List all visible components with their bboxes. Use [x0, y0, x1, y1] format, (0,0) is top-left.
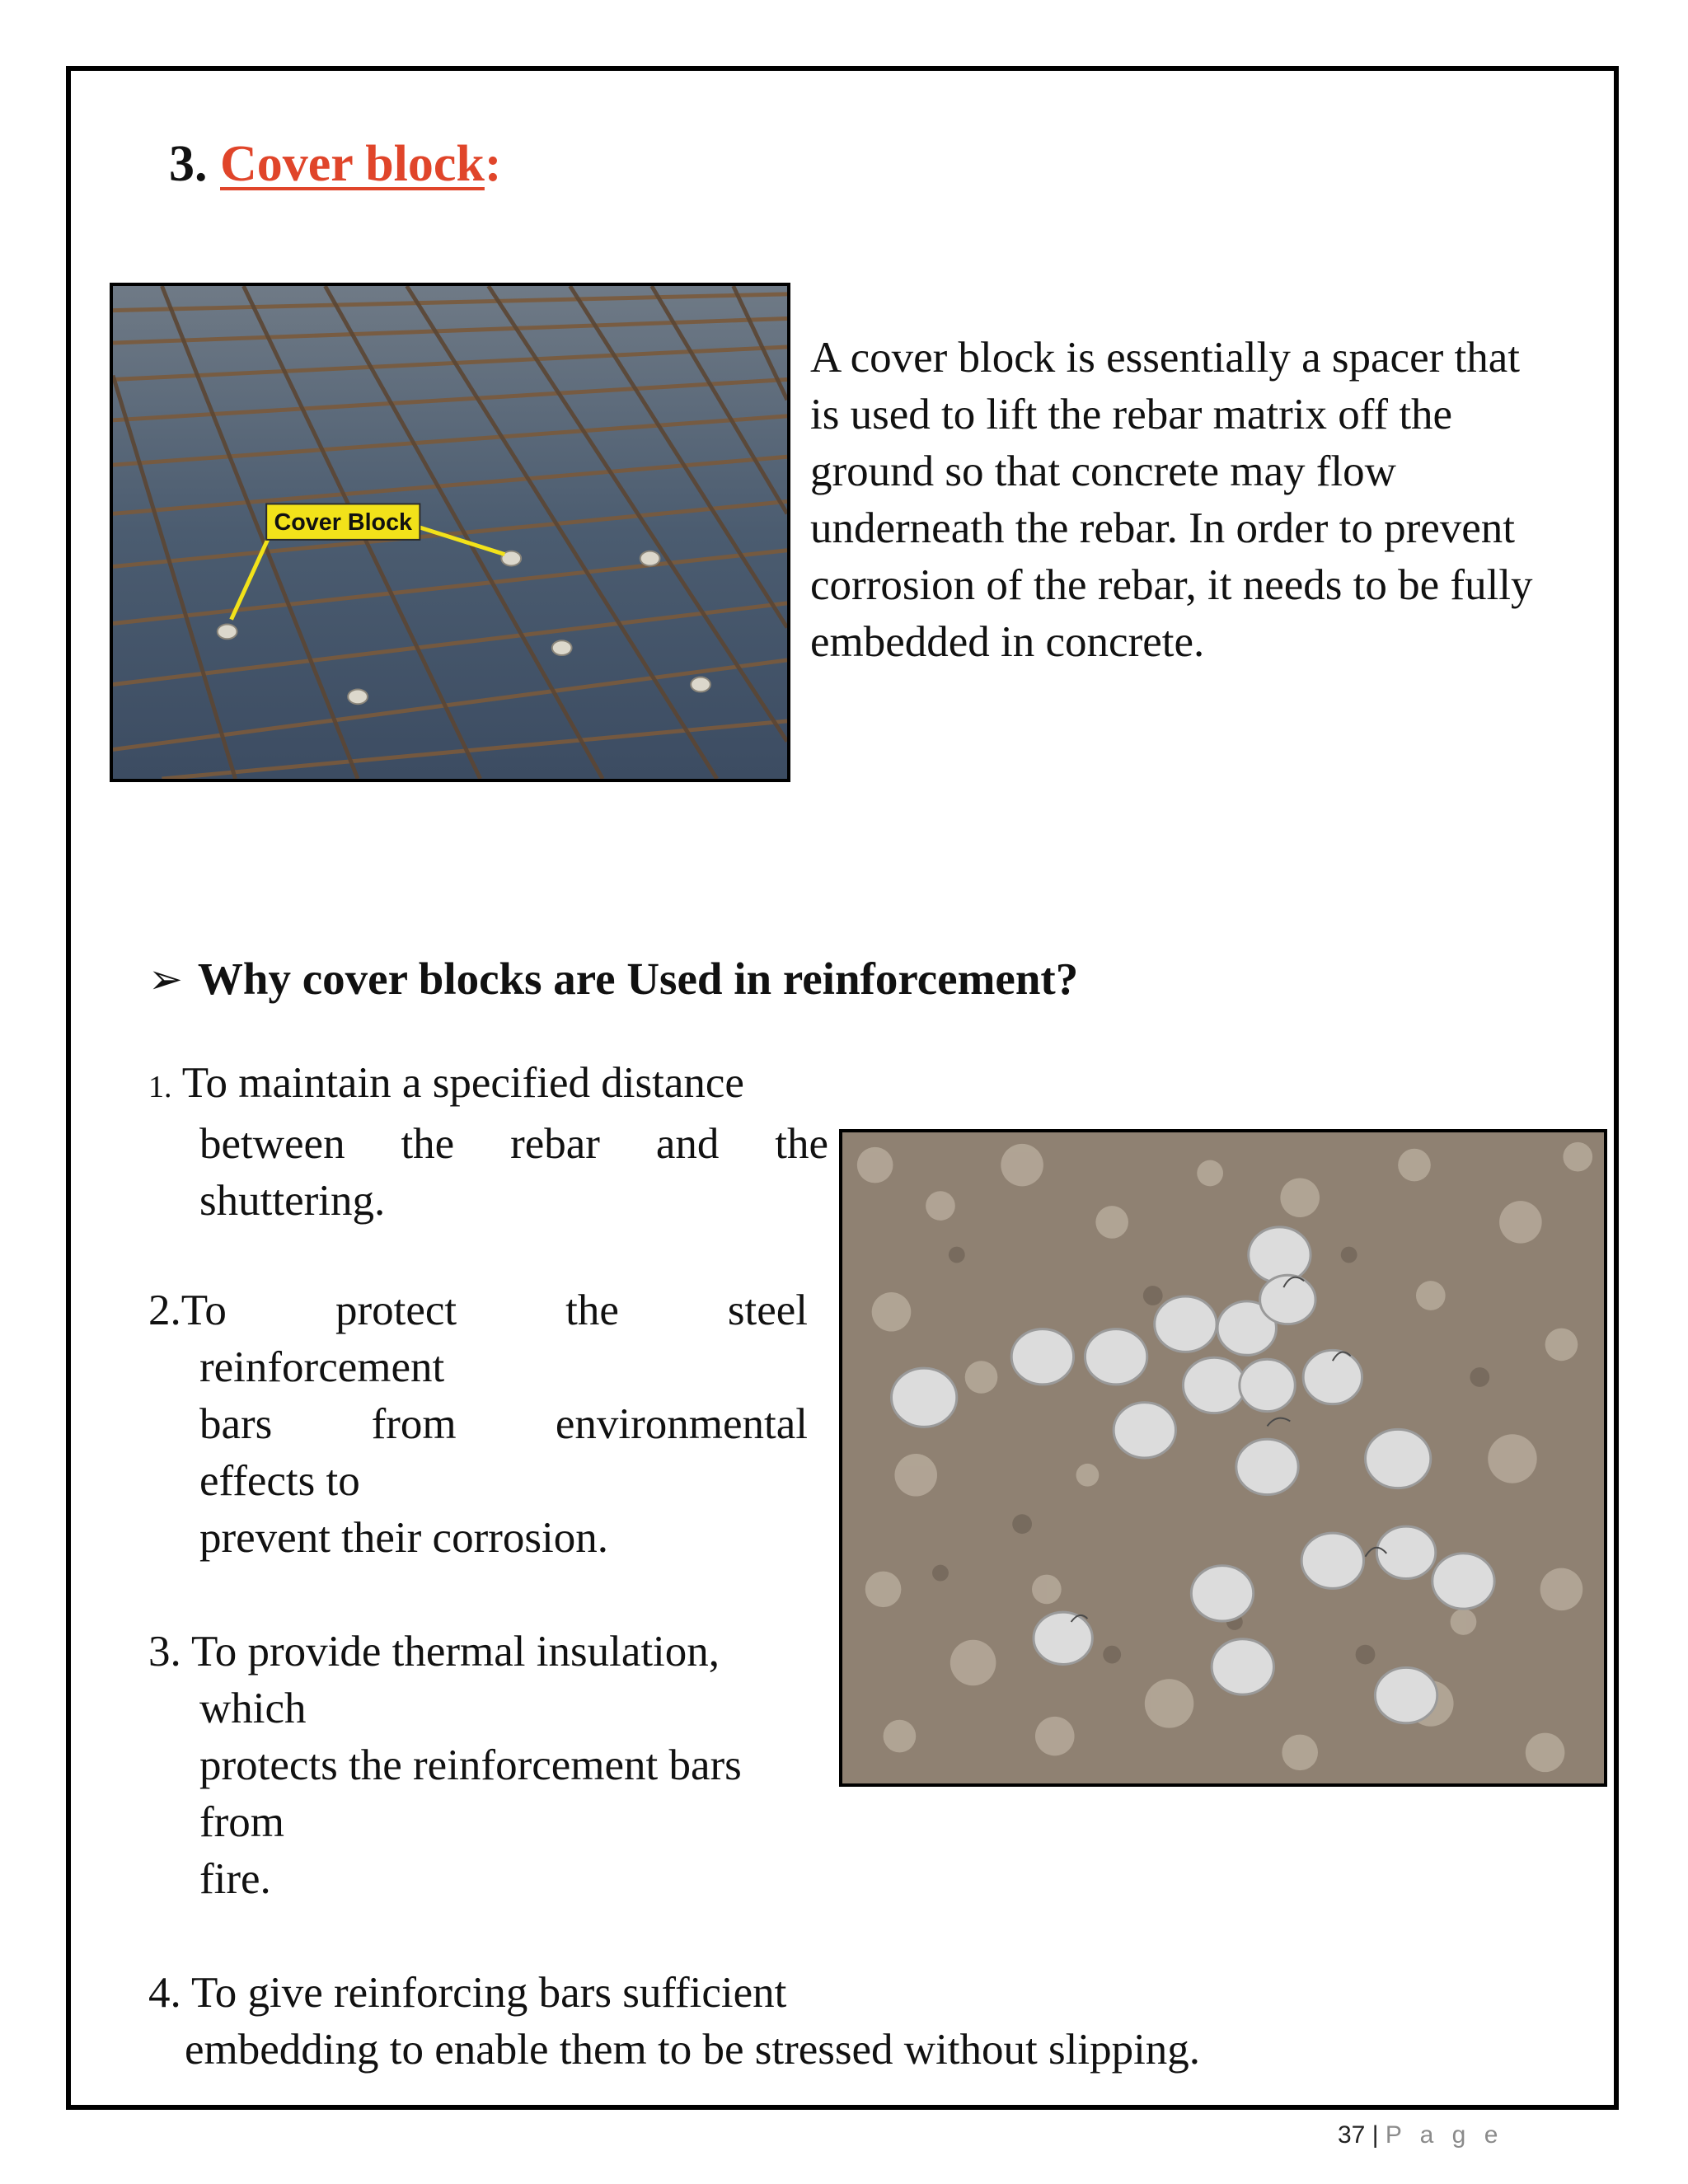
- cover-block-label: Cover Block: [274, 509, 413, 537]
- item-3-line: from: [199, 1798, 285, 1846]
- intro-paragraph: A cover block is essentially a spacer that is used to lift the rebar matrix off the ground so that concrete may flow underneath the rebar. In order to prevent corrosion of the rebar, it needs to be fully embedded in concrete.: [810, 334, 1533, 666]
- item-1-number: 1.: [148, 1070, 172, 1104]
- why-heading: [148, 954, 1079, 1004]
- page-label: P a g e: [1385, 2121, 1504, 2149]
- item-3-line: protects the reinforcement bars: [199, 1741, 742, 1789]
- why-heading-text: Why cover blocks are Used in reinforcement?: [197, 954, 1079, 1004]
- section-heading: [169, 138, 502, 190]
- item-2-line: reinforcement: [199, 1343, 445, 1391]
- page-number-footer: [1338, 2121, 1503, 2149]
- item-1-line: shuttering.: [199, 1177, 386, 1225]
- page-number: 37: [1338, 2121, 1366, 2149]
- list-item-4: [148, 1965, 1467, 2079]
- heading-colon: :: [484, 136, 502, 192]
- list-item-3: [148, 1624, 832, 1908]
- item-1-line: To maintain a specified distance: [181, 1059, 744, 1107]
- arrow-bullet-icon: ➢: [148, 954, 183, 1003]
- item-3-line: 3. To provide thermal insulation,: [148, 1628, 720, 1675]
- item-4-line: embedding to enable them to be stressed without slipping.: [185, 2026, 1201, 2074]
- page-separator: |: [1372, 2121, 1379, 2149]
- list-item-2: [148, 1282, 808, 1567]
- cover-blocks-photo: [839, 1129, 1607, 1787]
- item-2-line: bars from environmental: [199, 1400, 808, 1448]
- item-2-line: prevent their corrosion.: [199, 1514, 608, 1562]
- item-2-line: 2.To protect the steel: [148, 1286, 808, 1334]
- item-3-line: which: [199, 1685, 307, 1732]
- item-3-line: fire.: [199, 1855, 271, 1903]
- list-item-1: [148, 1055, 828, 1230]
- rebar-mesh-photo: [110, 283, 790, 782]
- heading-title: Cover block: [220, 136, 485, 192]
- item-2-line: effects to: [199, 1457, 360, 1505]
- item-1-line: between the rebar and the: [199, 1120, 828, 1168]
- item-4-line: 4. To give reinforcing bars sufficient: [148, 1969, 787, 2017]
- heading-number: 3.: [169, 136, 208, 192]
